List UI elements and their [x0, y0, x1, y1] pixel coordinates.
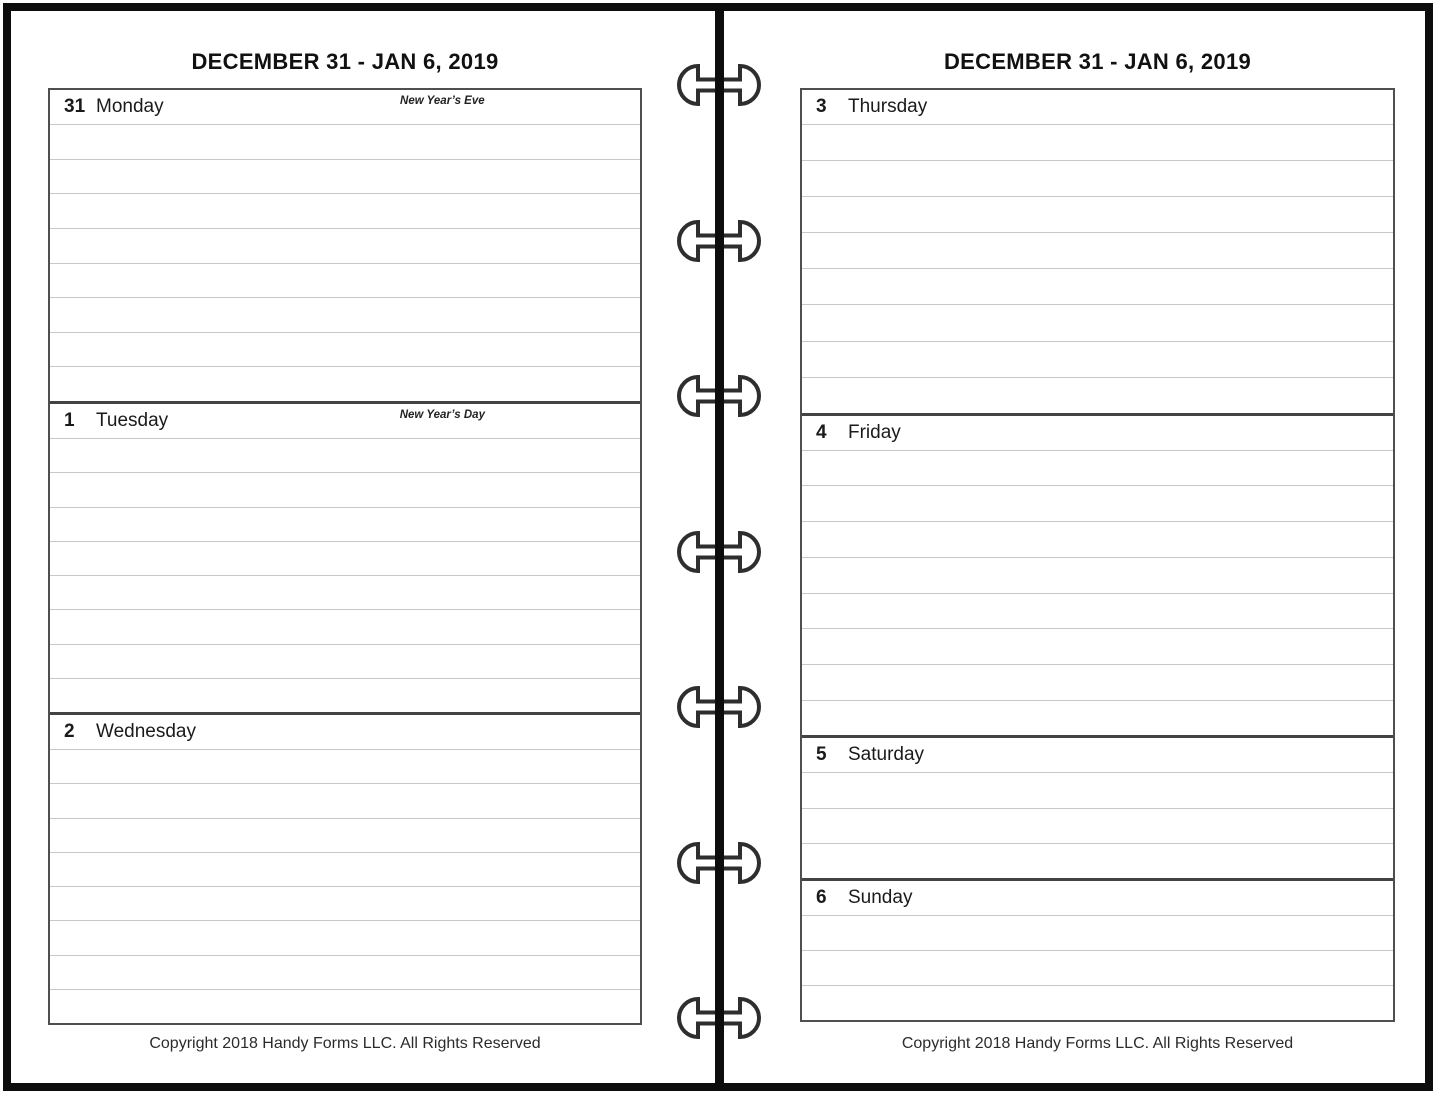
day-number: 31: [64, 96, 86, 117]
day-number: 3: [816, 96, 827, 117]
day-header: [50, 90, 640, 124]
day-number: 1: [64, 410, 75, 431]
right-day-grid: [800, 88, 1395, 1022]
ruled-line-row: [50, 989, 640, 1023]
day-section: [50, 401, 640, 712]
binder-spine: [715, 11, 724, 1083]
ruled-line-row: [802, 985, 1393, 1020]
right-page-title: DECEMBER 31 - JAN 6, 2019: [943, 49, 1252, 74]
ruled-line-row: [50, 749, 640, 783]
writing-rows: [50, 124, 640, 401]
day-name: Thursday: [848, 96, 928, 117]
writing-rows: [802, 124, 1393, 413]
day-header: [802, 738, 1393, 772]
ruled-line-row: [50, 193, 640, 228]
day-section: [802, 878, 1393, 1020]
ruled-line-row: [50, 507, 640, 541]
left-day-grid: [48, 88, 642, 1025]
ruled-line-row: [50, 783, 640, 817]
ruled-line-row: [50, 818, 640, 852]
writing-rows: [50, 749, 640, 1023]
day-name: Monday: [96, 96, 164, 117]
day-header: [802, 90, 1393, 124]
ruled-line-row: [802, 304, 1393, 340]
ruled-line-row: [802, 377, 1393, 413]
ruled-line-row: [50, 541, 640, 575]
day-section: [50, 712, 640, 1023]
ruled-line-row: [50, 472, 640, 506]
ruled-line-row: [802, 808, 1393, 843]
ruled-line-row: [802, 196, 1393, 232]
ruled-line-row: [802, 843, 1393, 878]
ruled-line-row: [802, 268, 1393, 304]
ruled-line-row: [50, 955, 640, 989]
ruled-line-row: [50, 609, 640, 643]
ruled-line-row: [50, 297, 640, 332]
day-name: Sunday: [848, 886, 913, 908]
ruled-line-row: [802, 450, 1393, 486]
ruled-line-row: [802, 664, 1393, 700]
ruled-line-row: [802, 628, 1393, 664]
writing-rows: [802, 772, 1393, 877]
day-header: [50, 715, 640, 749]
day-header: [802, 881, 1393, 915]
writing-rows: [802, 915, 1393, 1020]
day-section: [802, 413, 1393, 736]
ruled-line-row: [50, 644, 640, 678]
day-section: [802, 735, 1393, 877]
day-number: 6: [816, 886, 827, 908]
day-name: Friday: [848, 421, 901, 443]
ruled-line-row: [802, 232, 1393, 268]
day-name: Saturday: [848, 744, 925, 766]
ruled-line-row: [802, 160, 1393, 196]
writing-rows: [802, 450, 1393, 736]
ruled-line-row: [50, 886, 640, 920]
ruled-line-row: [50, 852, 640, 886]
ruled-line-row: [50, 228, 640, 263]
ruled-line-row: [50, 332, 640, 367]
ruled-line-row: [802, 557, 1393, 593]
ruled-line-row: [802, 341, 1393, 377]
ruled-line-row: [50, 438, 640, 472]
ruled-line-row: [802, 124, 1393, 160]
writing-rows: [50, 438, 640, 712]
right-copyright: Copyright 2018 Handy Forms LLC. All Rights Reserved: [901, 1035, 1294, 1052]
left-copyright: Copyright 2018 Handy Forms LLC. All Rights Reserved: [149, 1035, 541, 1052]
ruled-line-row: [802, 950, 1393, 985]
ruled-line-row: [50, 575, 640, 609]
day-header: [50, 404, 640, 438]
day-name: Tuesday: [96, 410, 169, 431]
left-page-title: DECEMBER 31 - JAN 6, 2019: [191, 49, 499, 74]
ruled-line-row: [802, 915, 1393, 950]
day-number: 2: [64, 721, 75, 742]
ruled-line-row: [50, 366, 640, 401]
day-section: [802, 90, 1393, 413]
day-section: [50, 90, 640, 401]
holiday-label: New Year’s Eve: [400, 95, 485, 107]
ruled-line-row: [802, 772, 1393, 807]
ruled-line-row: [802, 521, 1393, 557]
ruled-line-row: [50, 263, 640, 298]
ruled-line-row: [802, 593, 1393, 629]
ruled-line-row: [50, 159, 640, 194]
day-number: 4: [816, 421, 827, 443]
holiday-label: New Year’s Day: [399, 409, 485, 421]
ruled-line-row: [50, 678, 640, 712]
ruled-line-row: [802, 485, 1393, 521]
ruled-line-row: [50, 124, 640, 159]
ruled-line-row: [802, 700, 1393, 736]
ruled-line-row: [50, 920, 640, 954]
day-number: 5: [816, 744, 827, 766]
day-name: Wednesday: [96, 721, 196, 742]
day-header: [802, 416, 1393, 450]
